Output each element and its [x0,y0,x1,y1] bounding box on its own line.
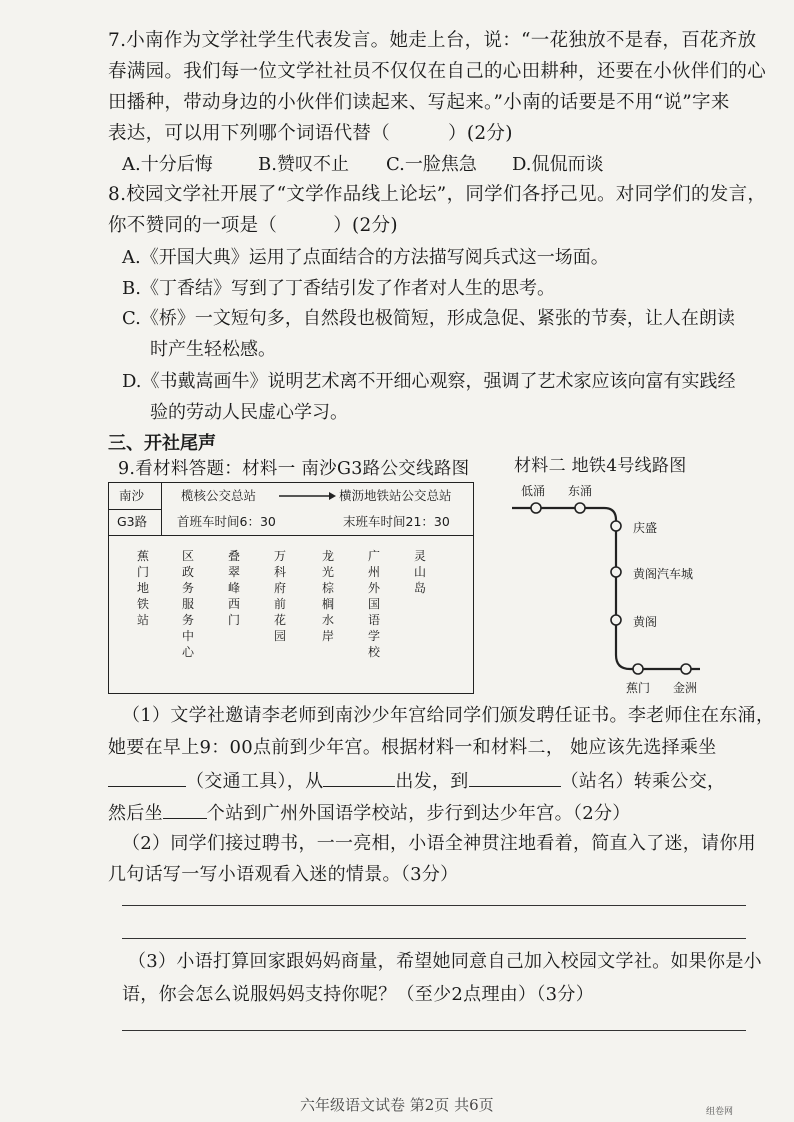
q9-p2-line2: 几句话写一写小语观看入迷的情景。（3分） [108,864,459,885]
q8-option-c-line2: 时产生轻松感。 [150,339,276,360]
metro-station-marker [575,503,585,513]
q8-option-a: A.《开国大典》运用了点面结合的方法描写阅兵式这一场面。 [122,247,609,268]
bus-stop: 广州外国语学校 [367,549,380,659]
metro-station-marker [633,664,643,674]
bus-stop: 区政务服务中心 [181,549,194,659]
q9-p3-line1: （3）小语打算回家跟妈妈商量，希望她同意自己加入校园文学社。如果你是小 [128,951,762,972]
bus-first-time: 首班车时间6：30 [177,514,276,529]
metro-station-marker [531,503,541,513]
metro-station-marker [611,567,621,577]
q8-option-c-line1: C.《桥》一文短句多，自然段也极简短，形成急促、紧张的节奏，让人在朗读 [122,308,735,329]
transport-blank[interactable] [108,768,186,787]
metro-station-label: 蕉门 [626,681,651,695]
metro-line-map [500,480,720,690]
q8-line2: 你不赞同的一项是（ ）(2分) [108,215,398,236]
metro-station-label: 东涌 [568,484,593,498]
bus-stop: 灵山岛 [413,549,426,595]
q7-line3: 田播种，带动身边的小伙伴们读起来、写起来。”小南的话要是不用“说”字来 [108,92,730,113]
q7-line4: 表达，可以用下列哪个词语代替（ ）(2分) [108,123,513,144]
answer-line[interactable] [122,1030,746,1031]
q8-option-b: B.《丁香结》写到了丁香结引发了作者对人生的思考。 [122,278,555,299]
q7-line1: 7.小南作为文学社学生代表发言。她走上台，说：“一花独放不是春，百花齐放 [108,30,757,51]
bus-origin: 榄核公交总站 [181,488,257,503]
metro-line-path [512,508,700,669]
q9-p1-line3: （交通工具），从 出发，到 （站名）转乘公交， [108,768,725,794]
bus-last-time: 末班车时间21：30 [343,514,450,529]
q7-line2: 春满园。我们每一位文学社社员不仅仅在自己的心田耕种，还要在小伙伴们的心 [108,61,767,82]
arrow-right-icon [277,490,337,502]
q9-title: 9.看材料答题：材料一 南沙G3路公交线路图 [118,459,470,479]
bus-stop: 叠翠峰西门 [227,549,240,627]
q8-option-d-line2: 验的劳动人民虚心学习。 [150,402,348,423]
bus-route-number: G3路 [117,514,148,529]
metro-station-label: 低涌 [521,484,546,498]
q7-option-c: C.一脸焦急 [386,154,477,175]
metro-station-marker [611,615,621,625]
metro-station-label: 黄阁汽车城 [633,567,694,581]
table-divider [109,535,473,536]
bus-destination: 横沥地铁站公交总站 [339,488,452,503]
page-footer: 六年级语文试卷 第2页 共6页 [300,1096,494,1114]
table-divider [109,509,161,510]
q7-option-a: A.十分后悔 [122,154,213,175]
answer-line[interactable] [122,905,746,906]
answer-line[interactable] [122,938,746,939]
bus-stop: 龙光棕榈水岸 [321,549,334,643]
q8-line1: 8.校园文学社开展了“文学作品线上论坛”，同学们各抒己见。对同学们的发言， [108,184,767,205]
metro-station-label: 庆盛 [633,521,658,535]
q7-option-d: D.侃侃而谈 [512,154,604,175]
q9-p1-line2: 她要在早上9：00点前到少年宫。根据材料一和材料二， 她应该先选择乘坐 [108,737,717,758]
station-blank[interactable] [469,768,561,787]
bus-stop: 万科府前花园 [273,549,286,643]
bus-route-name: 南沙 [119,488,145,503]
q9-p3-line2: 语，你会怎么说服妈妈支持你呢？（至少2点理由）（3分） [122,984,595,1005]
metro-station-marker [611,521,621,531]
stop-count-blank[interactable] [163,800,207,819]
metro-station-label: 黄阁 [633,615,658,629]
q7-option-b: B.赞叹不止 [258,154,349,175]
bus-stop: 蕉门地铁站 [136,549,149,627]
q9-p1-line1: （1）文学社邀请李老师到南沙少年宫给同学们颁发聘任证书。李老师住在东涌， [122,705,775,726]
table-divider [161,483,162,535]
watermark-logo: 组卷网 [706,1107,734,1117]
q9-p1-line4: 然后坐 个站到广州外国语学校站，步行到达少年宫。（2分） [108,800,631,826]
q9-p2-line1: （2）同学们接过聘书，一一亮相，小语全神贯注地看着，简直入了迷，请你用 [122,833,756,854]
q8-option-d-line1: D.《书戴嵩画牛》说明艺术离不开细心观察，强调了艺术家应该向富有实践经 [122,371,736,392]
metro-station-label: 金洲 [673,681,698,695]
material2-title: 材料二 地铁4号线路图 [514,456,687,476]
metro-station-marker [681,664,691,674]
origin-blank[interactable] [323,768,395,787]
section-heading: 三、开社尾声 [108,433,216,454]
